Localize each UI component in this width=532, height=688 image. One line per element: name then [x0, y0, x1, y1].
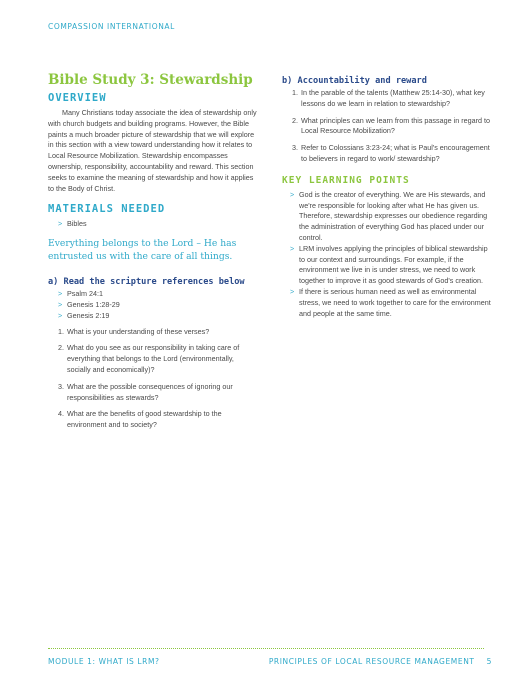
key-points-list [282, 190, 492, 320]
list-item: 2. What principles can we learn from this passage in regard to Local Resource Mobilization? [292, 115, 490, 136]
list-item: > If there is serious human need as well as environmental stress, we need to work together to care for the environment and people at the same time. [290, 286, 491, 318]
list-item: 3. What are the possible consequences of ignoring our responsibilities as stewards? [58, 381, 233, 402]
materials-heading: MATERIALS NEEDED [48, 203, 166, 216]
chevron-right-icon: > [290, 243, 295, 253]
emphasis-statement: Everything belongs to the Lord – He has entrusted us with the care of all things. [48, 238, 237, 262]
list-item: 2. What do you see as our responsibility in taking care of everything that belongs to the Lord (environmentally, socially and economically)? [58, 343, 240, 374]
question-list-a [48, 327, 258, 431]
chevron-right-icon: > [290, 286, 295, 296]
footer-title: PRINCIPLES OF LOCAL RESOURCE MANAGEMENT 5 [268, 657, 492, 666]
overview-text: Many Christians today associate the idea of stewardship only with church budgets and building programs. However, the Bible paints a much broader picture of stewardship that we will explore in this section with a view toward understanding how it relates to Local Resource Mobilization. Stewardship encompasses ownership, responsibility, accountability and reward. This section seeks to examine the meaning of stewardship and how it applies to the Body of Christ. [48, 108, 257, 193]
list-item: > God is the creator of everything. We are His stewards, and we're responsible for looking after what He has given us. Therefore, stewardship expresses our obedience regarding the administration of everything God has placed under our control. [290, 189, 488, 242]
list-item: > LRM involves applying the principles of biblical stewardship to our context and surroundings. For example, if the environment we live in is under stress, we need to work together to improve it as good stewards of God's creation. [290, 243, 488, 286]
section-a-heading: a) Read the scripture references below [48, 277, 245, 288]
right-column [282, 76, 492, 319]
chevron-right-icon: > [58, 289, 63, 299]
list-item: 1. In the parable of the talents (Matthew 25:14-30), what key lessons do we learn in relation to stewardship? [292, 88, 485, 108]
page-title: Bible Study 3: Stewardship [48, 72, 253, 88]
section-b-heading: b) Accountability and reward [282, 76, 427, 86]
footer-module: MODULE 1: WHAT IS LRM? [48, 657, 160, 666]
page-number: 5 [486, 657, 492, 666]
footer-divider [48, 648, 484, 649]
list-item: > Genesis 2:19 [58, 310, 110, 320]
overview-heading: OVERVIEW [48, 92, 107, 104]
list-item: 3. Refer to Colossians 3:23-24; what is Paul's encouragement to believers in regard to work/ stewardship? [292, 143, 490, 163]
list-item: 4. What are the benefits of good stewardship to the environment and to society? [58, 409, 222, 430]
header-org: COMPASSION INTERNATIONAL [48, 22, 175, 31]
list-item: > Genesis 1:28-29 [58, 299, 120, 309]
chevron-right-icon: > [58, 299, 63, 309]
left-column [48, 72, 258, 437]
list-item: 1. What is your understanding of these verses? [58, 326, 210, 336]
chevron-right-icon: > [58, 310, 63, 320]
list-item: > Bibles [58, 219, 87, 229]
scripture-list [48, 289, 258, 321]
materials-list [48, 219, 258, 230]
chevron-right-icon: > [58, 219, 63, 229]
list-item: > Psalm 24:1 [58, 289, 103, 299]
key-points-heading: KEY LEARNING POINTS [282, 174, 410, 186]
chevron-right-icon: > [290, 189, 295, 199]
question-list-b [282, 88, 492, 165]
